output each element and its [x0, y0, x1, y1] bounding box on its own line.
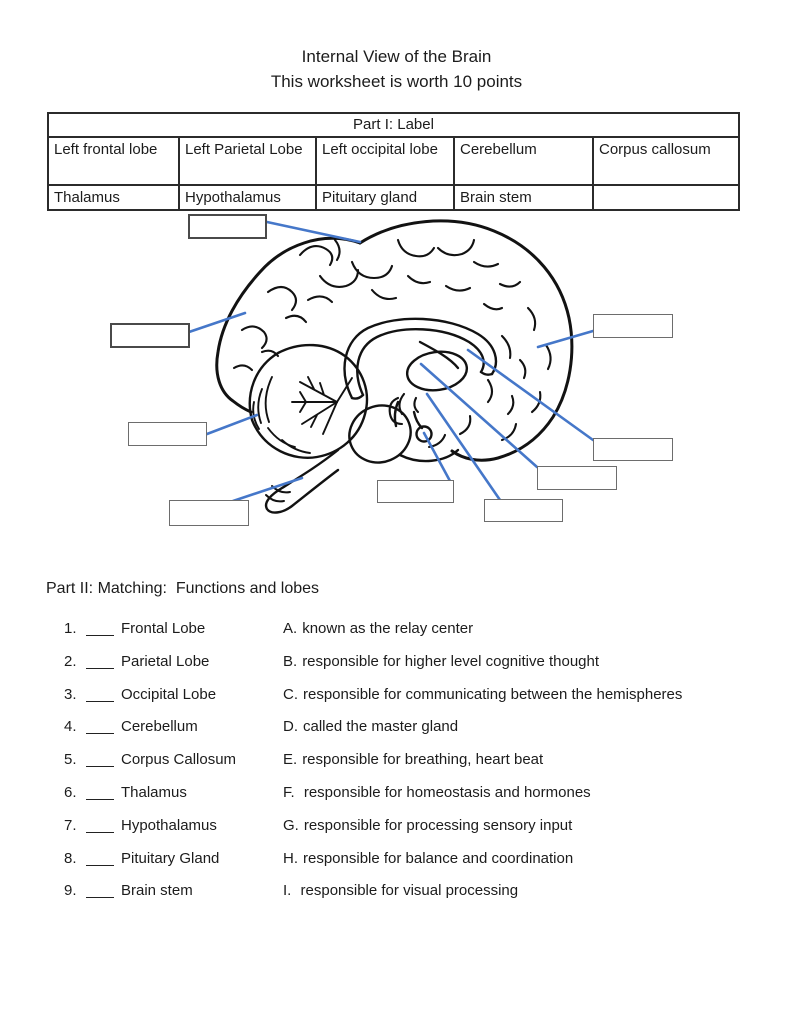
word-bank-cell: Hypothalamus: [179, 185, 316, 210]
item-number: 3.: [64, 685, 77, 703]
answer-blank[interactable]: [86, 620, 114, 636]
option-letter: E.: [283, 751, 298, 769]
title-line-1: Internal View of the Brain: [301, 47, 492, 66]
word-bank-cell: Left frontal lobe: [48, 137, 179, 185]
label-box-left-middle[interactable]: [128, 422, 207, 446]
word-bank-cell: Cerebellum: [454, 137, 593, 185]
cerebellum: [250, 345, 367, 458]
option-text: called the master gland: [303, 718, 459, 736]
matching-row: [64, 850, 779, 883]
pituitary: [414, 412, 432, 442]
option-text: known as the relay center: [302, 620, 474, 637]
arbor-vitae: [292, 377, 352, 434]
matching-row: [64, 653, 779, 686]
brain-stem: [266, 450, 338, 513]
matching-row: [64, 686, 779, 719]
item-number: 7.: [64, 816, 77, 834]
matching-row: [64, 620, 779, 653]
item-label: Hypothalamus: [121, 816, 217, 834]
item-number: 6.: [64, 783, 77, 801]
option-letter: G.: [283, 816, 299, 834]
part1-header: Part I: Label: [48, 113, 739, 137]
item-number: 9.: [64, 882, 77, 900]
label-box-right-middle[interactable]: [593, 438, 673, 461]
item-label: Frontal Lobe: [121, 620, 206, 637]
answer-blank[interactable]: [86, 882, 114, 898]
gyri-detail: [234, 240, 551, 447]
option-text: responsible for breathing, heart beat: [302, 751, 544, 769]
item-label: Pituitary Gland: [121, 849, 220, 867]
matching-list: [64, 620, 779, 915]
item-label: Parietal Lobe: [121, 652, 210, 670]
label-box-right-upper[interactable]: [593, 314, 673, 338]
matching-row: [64, 784, 779, 817]
answer-blank[interactable]: [86, 784, 114, 800]
word-bank-cell: Corpus callosum: [593, 137, 739, 185]
item-number: 1.: [64, 620, 77, 637]
option-text: responsible for homeostasis and hormones: [299, 783, 591, 801]
option-text: responsible for higher level cognitive thought: [302, 652, 600, 670]
label-box-center-bottom[interactable]: [377, 480, 454, 503]
word-bank-cell: Left Parietal Lobe: [179, 137, 316, 185]
matching-row: [64, 882, 779, 915]
option-letter: A.: [283, 620, 298, 637]
item-number: 2.: [64, 652, 77, 670]
option-text: responsible for balance and coordination: [303, 849, 574, 867]
item-label: Occipital Lobe: [121, 685, 217, 703]
answer-blank[interactable]: [86, 751, 114, 767]
matching-row: [64, 751, 779, 784]
thalamus: [405, 348, 470, 394]
matching-row: [64, 718, 779, 751]
item-number: 4.: [64, 718, 77, 736]
part2-heading: Part II: Matching: Functions and lobes: [46, 580, 320, 597]
matching-row: [64, 817, 779, 850]
corpus-callosum: [345, 319, 496, 399]
option-text: responsible for communicating between the hemispheres: [303, 685, 683, 703]
item-label: Cerebellum: [121, 718, 198, 736]
answer-blank[interactable]: [86, 850, 114, 866]
label-box-left-upper[interactable]: [110, 323, 190, 348]
word-bank-cell: Left occipital lobe: [316, 137, 454, 185]
option-text: responsible for processing sensory input: [303, 816, 573, 834]
label-box-bottom-left[interactable]: [169, 500, 249, 526]
label-box-right-lower[interactable]: [537, 466, 617, 490]
option-letter: H.: [283, 849, 298, 867]
option-text: responsible for visual processing: [296, 882, 519, 900]
cerebellum-striations: [253, 377, 310, 453]
option-letter: B.: [283, 652, 298, 670]
item-label: Brain stem: [121, 882, 193, 900]
option-letter: D.: [283, 718, 298, 736]
item-label: Thalamus: [121, 783, 187, 801]
item-label: Corpus Callosum: [121, 751, 237, 769]
option-letter: C.: [283, 685, 298, 703]
option-letter: I.: [283, 882, 292, 900]
word-bank-cell: Thalamus: [48, 185, 179, 210]
word-bank-cell: Pituitary gland: [316, 185, 454, 210]
answer-blank[interactable]: [86, 718, 114, 734]
answer-blank[interactable]: [86, 817, 114, 833]
word-bank-cell: Brain stem: [454, 185, 593, 210]
label-box-bottom-right[interactable]: [484, 499, 563, 522]
item-number: 5.: [64, 751, 77, 769]
item-number: 8.: [64, 849, 77, 867]
label-box-top[interactable]: [188, 214, 267, 239]
option-letter: F.: [283, 783, 295, 801]
answer-blank[interactable]: [86, 653, 114, 669]
cortex-outline: [217, 221, 572, 460]
answer-blank[interactable]: [86, 686, 114, 702]
title-line-2: This worksheet is worth 10 points: [270, 72, 523, 91]
